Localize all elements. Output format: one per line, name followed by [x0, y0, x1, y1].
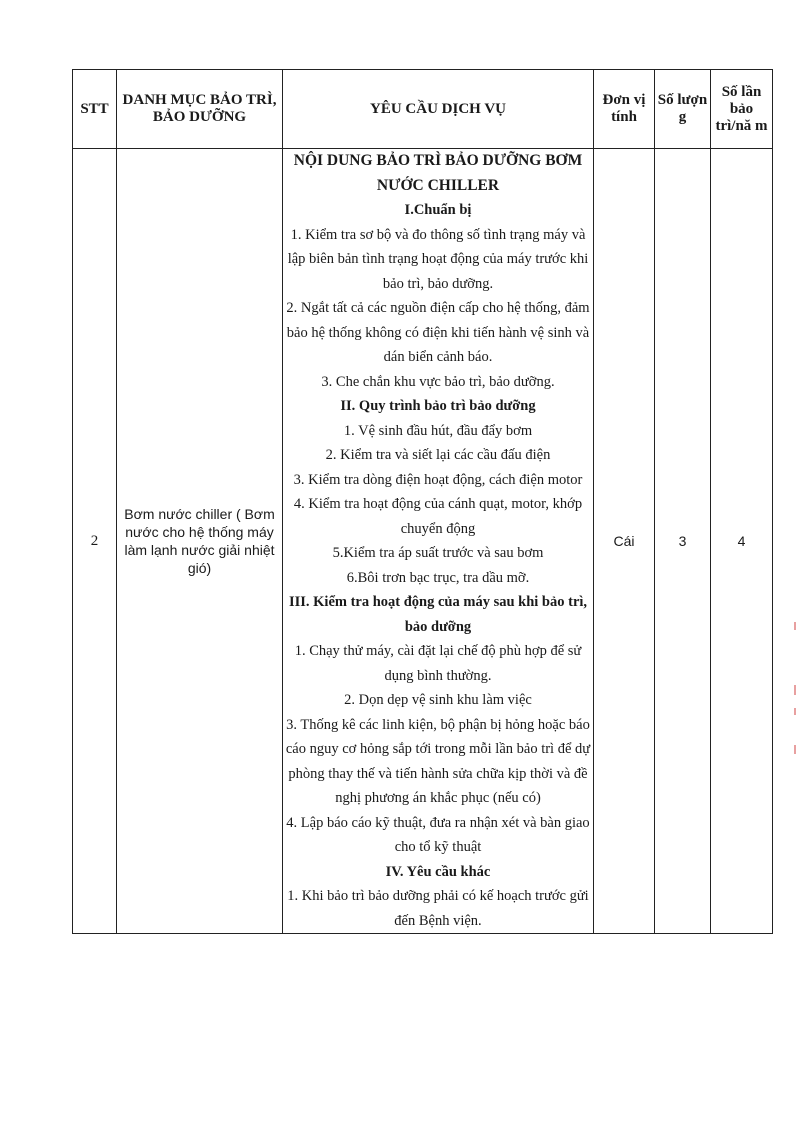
maintenance-table [72, 69, 773, 934]
section-3-item: 2. Dọn dẹp vệ sinh khu làm việc [344, 692, 532, 708]
section-1-item: 2. Ngắt tất cả các nguồn điện cấp cho hệ thống, đảm bảo hệ thống không có điện khi tiến hành vệ sinh và dán biển cảnh báo. [286, 300, 590, 365]
row-so-luong: 3 [655, 149, 711, 934]
header-danh-muc: DANH MỤC BẢO TRÌ, BẢO DƯỠNG [117, 70, 283, 149]
scan-mark [794, 745, 796, 754]
section-1-item: 1. Kiểm tra sơ bộ và đo thông số tình trạng máy và lập biên bản tình trạng hoạt động của máy trước khi bảo trì, bảo dưỡng. [287, 226, 589, 292]
row-yeu-cau [283, 149, 594, 934]
row-stt: 2 [73, 149, 117, 934]
scan-mark [794, 685, 796, 695]
content-title: NỘI DUNG BẢO TRÌ BẢO DƯỠNG BƠM NƯỚC CHILLER [293, 152, 583, 194]
header-so-luong: Số lượn g [655, 70, 711, 149]
scan-mark [794, 708, 796, 715]
row-danh-muc: Bơm nước chiller ( Bơm nước cho hệ thống máy làm lạnh nước giải nhiệt gió) [117, 149, 283, 934]
section-2-item: 5.Kiểm tra áp suất trước và sau bơm [332, 545, 544, 561]
section-3-title: III. Kiểm tra hoạt động của máy sau khi bảo trì, bảo dưỡng [288, 594, 588, 635]
table-row [73, 149, 773, 934]
header-stt: STT [73, 70, 117, 149]
section-4-item: 1. Khi bảo trì bảo dưỡng phải có kế hoạch trước gửi đến Bệnh viện. [287, 888, 589, 929]
section-1-item: 3. Che chắn khu vực bảo trì, bảo dưỡng. [321, 373, 555, 390]
scan-mark [794, 622, 796, 630]
section-3-item: 3. Thống kê các linh kiện, bộ phận bị hỏng hoặc báo cáo nguy cơ hỏng sắp tới trong mỗi lần bảo trì để dự phòng thay thế và tiến hành sửa chữa kịp thời và đề nghị phương án khắc phục (nếu có) [285, 716, 591, 806]
section-1-title: I.Chuẩn bị [404, 202, 472, 218]
section-2-item: 4. Kiểm tra hoạt động của cánh quạt, motor, khớp chuyển động [293, 496, 583, 537]
row-so-lan: 4 [711, 149, 773, 934]
row-don-vi: Cái [594, 149, 655, 934]
section-2-item: 3. Kiểm tra dòng điện hoạt động, cách điện motor [293, 471, 583, 488]
section-2-item: 1. Vệ sinh đầu hút, đầu đẩy bơm [343, 422, 533, 439]
section-3-item: 1. Chạy thử máy, cài đặt lại chế độ phù hợp để sử dụng bình thường. [294, 643, 582, 684]
section-2-item: 6.Bôi trơn bạc trục, tra dầu mỡ. [346, 569, 530, 586]
section-4-title: IV. Yêu cầu khác [385, 863, 491, 880]
header-yeu-cau: YÊU CẦU DỊCH VỤ [283, 70, 594, 149]
section-2-item: 2. Kiểm tra và siết lại các cầu đấu điện [325, 447, 551, 463]
table-header-row [73, 70, 773, 149]
header-so-lan: Số lần bảo trì/nă m [711, 70, 773, 149]
section-2-title: II. Quy trình bảo trì bảo dưỡng [340, 398, 536, 414]
header-don-vi: Đơn vị tính [594, 70, 655, 149]
section-3-item: 4. Lập báo cáo kỹ thuật, đưa ra nhận xét và bàn giao cho tổ kỹ thuật [286, 814, 590, 855]
